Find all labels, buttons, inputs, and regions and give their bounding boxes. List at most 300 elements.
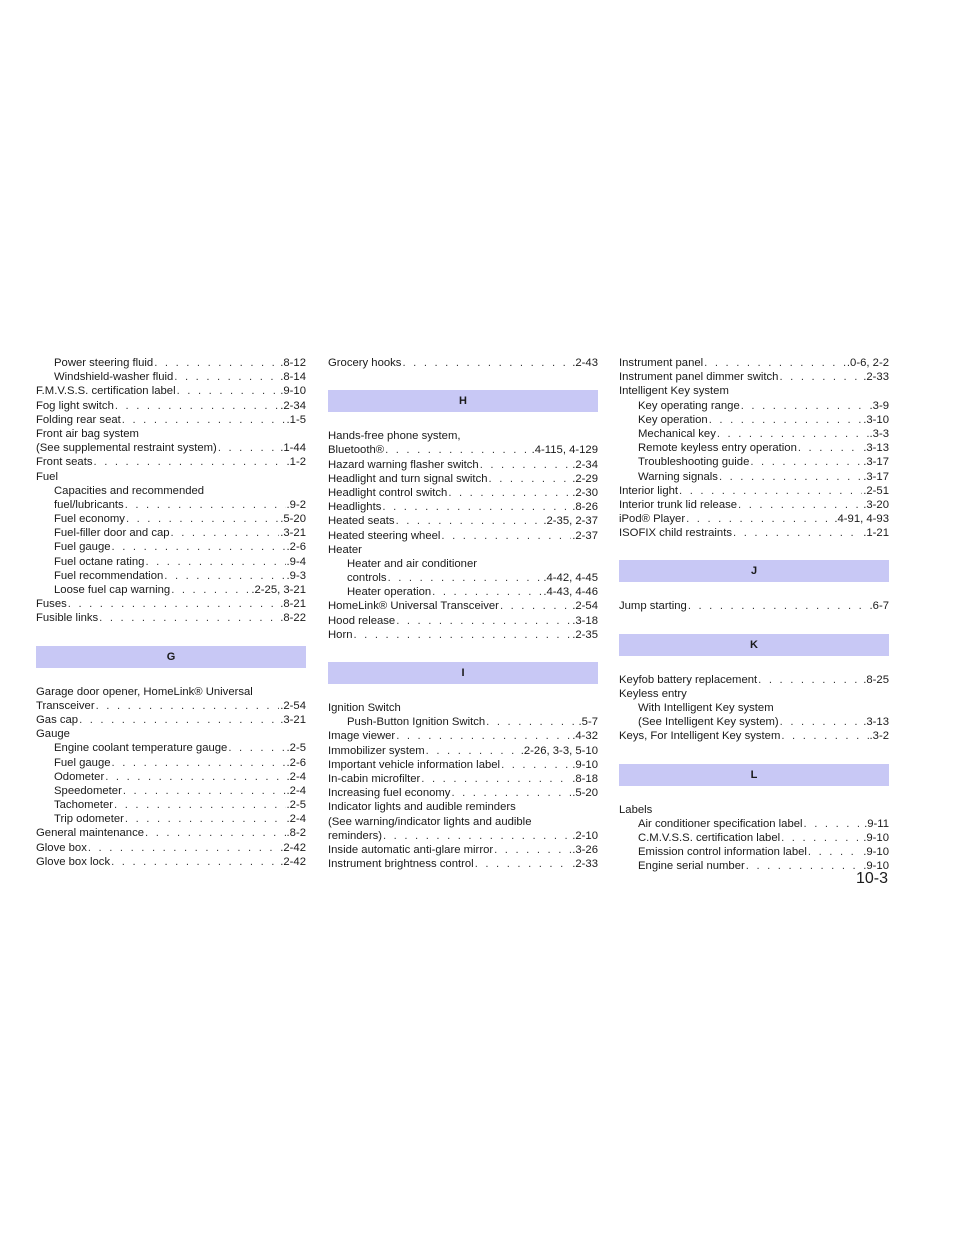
index-entry[interactable] <box>619 384 889 398</box>
index-entry[interactable] <box>328 843 598 857</box>
index-entry-text: Folding rear seat <box>36 413 121 426</box>
index-entry[interactable] <box>619 498 889 512</box>
index-entry-page: .1-44 <box>280 442 306 455</box>
index-entry[interactable] <box>328 857 598 871</box>
index-entry[interactable] <box>36 441 306 455</box>
index-entry-page: .1-5 <box>286 413 306 426</box>
dot-leader <box>112 540 286 554</box>
section-spacer <box>328 412 598 429</box>
index-entry-text: Instrument brightness control <box>328 858 474 871</box>
index-entry-page: .9-2 <box>286 498 306 511</box>
dot-leader <box>489 472 572 486</box>
index-entry-text: Important vehicle information label <box>328 758 501 771</box>
index-entry-text: Increasing fuel economy <box>328 787 451 800</box>
index-entry[interactable] <box>619 803 889 817</box>
section-spacer <box>619 540 889 560</box>
index-entry-text: (See warning/indicator lights and audible <box>328 815 532 828</box>
index-entry-page: .3-13 <box>863 716 889 729</box>
dot-leader <box>758 673 862 687</box>
index-entry[interactable] <box>328 585 598 599</box>
dot-leader <box>68 597 279 611</box>
index-entry[interactable] <box>328 356 598 370</box>
index-entry-page: .8-18 <box>572 772 598 785</box>
index-entry-page: .2-33 <box>863 371 889 384</box>
index-entry-text: Heated steering wheel <box>328 529 441 542</box>
index-entry-text: Grocery hooks <box>328 357 402 369</box>
index-entry[interactable] <box>36 812 306 826</box>
index-entry-page: .2-33 <box>572 858 598 871</box>
index-entry-text: Indicator lights and audible reminders <box>328 801 516 814</box>
index-entry-page: .2-34 <box>572 458 598 471</box>
index-entry[interactable] <box>328 599 598 613</box>
index-entry-page: .2-37 <box>572 529 598 542</box>
index-entry-text: Bluetooth® <box>328 444 385 457</box>
dot-leader <box>738 498 862 512</box>
index-entry-page: .2-6 <box>286 541 306 554</box>
dot-leader <box>781 729 868 743</box>
index-entry[interactable] <box>328 815 598 829</box>
index-entry[interactable] <box>36 770 306 784</box>
index-entry[interactable] <box>328 571 598 585</box>
dot-leader <box>112 756 286 770</box>
index-entry[interactable] <box>619 715 889 729</box>
dot-leader <box>686 512 833 526</box>
dot-leader <box>96 699 280 713</box>
section-header-l: L <box>619 764 889 786</box>
index-entry-page: .8-2 <box>286 827 306 840</box>
index-entry-text: Fuses <box>36 598 67 611</box>
index-entry-page: .5-7 <box>578 716 598 729</box>
dot-leader <box>704 356 846 370</box>
index-entry-page: .1-21 <box>863 527 889 540</box>
index-entry-text: Speedometer <box>54 784 122 797</box>
index-entry[interactable] <box>328 500 598 514</box>
index-entry-page: .9-10 <box>863 831 889 844</box>
dot-leader <box>688 599 869 613</box>
index-entry[interactable] <box>619 831 889 845</box>
index-entry[interactable] <box>36 784 306 798</box>
index-entry-text: Key operation <box>638 413 708 426</box>
dot-leader <box>750 455 862 469</box>
dot-leader <box>122 413 286 427</box>
dot-leader <box>448 486 571 500</box>
index-entry-page: .3-20 <box>863 498 889 511</box>
index-entry-text: fuel/lubricants <box>54 498 124 511</box>
index-entry-page: .4-91, 4-93 <box>834 513 889 526</box>
index-entry-text: ISOFIX child restraints <box>619 527 733 540</box>
index-entry-text: reminders) <box>328 829 382 842</box>
index-entry[interactable] <box>36 611 306 625</box>
index-entry[interactable] <box>36 413 306 427</box>
dot-leader <box>79 713 279 727</box>
index-entry-text: Glove box <box>36 841 87 854</box>
index-entry[interactable] <box>619 599 889 613</box>
index-entry[interactable] <box>619 701 889 715</box>
index-entry-page: .2-54 <box>572 600 598 613</box>
index-entry-text: Tachometer <box>54 799 114 812</box>
dot-leader <box>388 571 543 585</box>
dot-leader <box>719 470 862 484</box>
section-header-k: K <box>619 634 889 656</box>
index-entry-page: .2-34 <box>280 399 306 412</box>
index-entry-text: controls <box>347 572 387 585</box>
index-entry-text: Headlight control switch <box>328 486 448 499</box>
index-entry-page: .2-42 <box>280 855 306 868</box>
index-entry-text: Front seats <box>36 456 93 469</box>
index-entry[interactable] <box>36 470 306 484</box>
section-header-g: G <box>36 646 306 668</box>
index-entry-page: .2-35, 2-37 <box>543 515 598 528</box>
index-entry[interactable] <box>36 455 306 469</box>
index-entry-text: Warning signals <box>638 470 718 483</box>
index-entry-text: Front air bag system <box>36 427 139 440</box>
index-entry-text: Instrument panel <box>619 357 704 369</box>
index-entry-text: In-cabin microfilter <box>328 772 421 785</box>
index-entry-page: .9-10 <box>863 860 889 873</box>
section-spacer <box>619 656 889 673</box>
index-entry[interactable] <box>619 356 889 370</box>
index-entry-text: Fuel recommendation <box>54 569 164 582</box>
dot-leader <box>383 829 571 843</box>
index-entry-text: Heated seats <box>328 515 395 528</box>
index-entry-page: .2-10 <box>572 829 598 842</box>
dot-leader <box>177 384 280 398</box>
index-entry-page: .2-5 <box>286 742 306 755</box>
index-entry-page: .3-2 <box>869 730 889 743</box>
index-entry-text: Instrument panel dimmer switch <box>619 371 779 384</box>
index-entry-text: Fuel-filler door and cap <box>54 527 170 540</box>
index-entry[interactable] <box>36 826 306 840</box>
index-entry[interactable] <box>619 441 889 455</box>
index-entry-text: Fuel gauge <box>54 756 111 769</box>
index-entry-text: Keyfob battery replacement <box>619 673 758 686</box>
index-entry[interactable] <box>328 557 598 571</box>
section-spacer <box>619 744 889 764</box>
index-entry-page: .9-4 <box>286 555 306 568</box>
index-entry-page: .8-22 <box>280 612 306 625</box>
index-entry[interactable] <box>328 744 598 758</box>
index-entry[interactable] <box>328 486 598 500</box>
index-entry[interactable] <box>36 356 306 370</box>
index-entry-page: .2-35 <box>572 628 598 641</box>
index-entry[interactable] <box>36 699 306 713</box>
index-entry-text: iPod® Player <box>619 513 686 526</box>
index-entry-page: .3-17 <box>863 470 889 483</box>
index-entry[interactable] <box>36 569 306 583</box>
index-entry[interactable] <box>328 786 598 800</box>
section-spacer <box>619 614 889 634</box>
index-entry-text: Ignition Switch <box>328 702 401 714</box>
index-entry[interactable] <box>619 859 889 873</box>
dot-leader <box>123 784 286 798</box>
index-column-1 <box>36 356 306 869</box>
section-header-i: I <box>328 662 598 684</box>
dot-leader <box>486 715 577 729</box>
dot-leader <box>432 585 542 599</box>
index-entry[interactable] <box>36 555 306 569</box>
section-spacer <box>36 626 306 646</box>
index-entry[interactable] <box>328 829 598 843</box>
index-entry-text: Inside automatic anti-glare mirror <box>328 843 494 856</box>
index-entry[interactable] <box>619 455 889 469</box>
index-entry[interactable] <box>36 512 306 526</box>
index-entry-page: .3-17 <box>863 456 889 469</box>
index-entry-text: Trip odometer <box>54 813 124 826</box>
index-entry-text: Fuel octane rating <box>54 555 145 568</box>
dot-leader <box>228 741 285 755</box>
index-entry-page: .9-3 <box>286 569 306 582</box>
index-entry[interactable] <box>36 798 306 812</box>
index-entry-text: (See Intelligent Key system) <box>638 716 779 729</box>
index-entry[interactable] <box>619 673 889 687</box>
index-entry-page: .8-14 <box>280 371 306 384</box>
dot-leader <box>382 500 571 514</box>
dot-leader <box>500 599 571 613</box>
index-entry[interactable] <box>36 841 306 855</box>
index-entry-text: F.M.V.S.S. certification label <box>36 385 176 398</box>
index-entry-page: .9-11 <box>864 817 889 830</box>
dot-leader <box>679 484 862 498</box>
index-entry-page: .9-10 <box>863 846 889 859</box>
section-spacer <box>328 370 598 390</box>
index-entry-text: Troubleshooting guide <box>638 456 750 469</box>
dot-leader <box>125 812 286 826</box>
dot-leader <box>441 529 571 543</box>
dot-leader <box>396 729 571 743</box>
dot-leader <box>88 841 279 855</box>
dot-leader <box>145 555 285 569</box>
index-entry[interactable] <box>36 427 306 441</box>
dot-leader <box>808 845 862 859</box>
index-entry-text: Fuel gauge <box>54 541 111 554</box>
index-entry[interactable] <box>619 687 889 701</box>
index-entry[interactable] <box>328 701 598 715</box>
dot-leader <box>105 770 285 784</box>
index-entry[interactable] <box>36 370 306 384</box>
index-entry-page: .9-10 <box>280 385 306 398</box>
index-entry-text: Push-Button Ignition Switch <box>347 716 486 729</box>
section-spacer <box>619 582 889 599</box>
page-number: 10-3 <box>855 870 888 887</box>
section-spacer <box>328 642 598 662</box>
index-entry-text: Interior light <box>619 484 679 497</box>
index-entry-page: .4-43, 4-46 <box>543 586 598 599</box>
dot-leader <box>354 628 572 642</box>
dot-leader <box>781 831 862 845</box>
dot-leader <box>741 399 869 413</box>
dot-leader <box>396 614 571 628</box>
dot-leader <box>494 843 571 857</box>
index-entry-text: HomeLink® Universal Transceiver <box>328 600 499 613</box>
dot-leader <box>94 455 286 469</box>
index-entry[interactable] <box>619 427 889 441</box>
index-entry-text: Windshield-washer fluid <box>54 371 174 384</box>
dot-leader <box>402 356 571 370</box>
dot-leader <box>451 786 571 800</box>
index-entry[interactable] <box>328 729 598 743</box>
index-entry-text: Headlight and turn signal switch <box>328 472 488 485</box>
dot-leader <box>804 817 864 831</box>
dot-leader <box>171 583 250 597</box>
index-entry-page: .2-5 <box>286 799 306 812</box>
index-entry-text: Immobilizer system <box>328 744 425 757</box>
index-entry[interactable] <box>619 729 889 743</box>
index-entry-text: Fuel economy <box>54 513 125 526</box>
index-entry-text: Jump starting <box>619 600 687 613</box>
index-entry-text: Power steering fluid <box>54 357 154 369</box>
index-entry-text: Headlights <box>328 501 382 514</box>
index-entry[interactable] <box>619 526 889 540</box>
dot-leader <box>780 715 863 729</box>
index-entry[interactable] <box>328 800 598 814</box>
dot-leader <box>385 443 531 457</box>
dot-leader <box>115 399 279 413</box>
index-entry-page: .4-42, 4-45 <box>543 572 598 585</box>
index-entry[interactable] <box>36 498 306 512</box>
index-entry-text: Key operating range <box>638 399 740 412</box>
index-entry-text: Garage door opener, HomeLink® Universal <box>36 685 253 698</box>
index-entry-text: Engine serial number <box>638 860 745 873</box>
index-entry-text: Heater operation <box>347 586 432 599</box>
index-entry-page: .8-21 <box>280 598 306 611</box>
dot-leader <box>480 458 572 472</box>
index-entry[interactable] <box>328 472 598 486</box>
dot-leader <box>798 441 862 455</box>
index-entry[interactable] <box>36 741 306 755</box>
dot-leader <box>779 370 862 384</box>
index-entry-page: .9-10 <box>572 758 598 771</box>
dot-leader <box>709 413 863 427</box>
index-entry[interactable] <box>328 715 598 729</box>
index-entry-text: C.M.V.S.S. certification label <box>638 831 781 844</box>
index-entry-page: .8-26 <box>572 501 598 514</box>
index-entry-page: .3-21 <box>280 527 306 540</box>
index-entry[interactable] <box>36 484 306 498</box>
index-entry[interactable] <box>36 597 306 611</box>
index-entry[interactable] <box>36 540 306 554</box>
dot-leader <box>164 569 285 583</box>
index-entry-text: Engine coolant temperature gauge <box>54 742 228 755</box>
dot-leader <box>501 758 571 772</box>
index-entry[interactable] <box>36 756 306 770</box>
index-entry-text: Hands-free phone system, <box>328 430 461 443</box>
section-spacer <box>328 684 598 701</box>
dot-leader <box>145 826 286 840</box>
index-entry-text: Fog light switch <box>36 399 114 412</box>
dot-leader <box>475 857 572 871</box>
dot-leader <box>218 441 279 455</box>
index-entry-page: .8-25 <box>863 673 889 686</box>
index-entry-text: Hood release <box>328 614 396 627</box>
index-entry[interactable] <box>36 384 306 398</box>
index-entry-text: Remote keyless entry operation <box>638 442 797 455</box>
index-entry[interactable] <box>36 399 306 413</box>
index-entry[interactable] <box>36 526 306 540</box>
index-entry[interactable] <box>328 529 598 543</box>
index-entry-page: .5-20 <box>280 513 306 526</box>
index-entry-page: .4-32 <box>572 730 598 743</box>
index-entry[interactable] <box>619 370 889 384</box>
dot-leader <box>421 772 571 786</box>
dot-leader <box>396 514 543 528</box>
index-entry[interactable] <box>328 443 598 457</box>
dot-leader <box>114 798 286 812</box>
dot-leader <box>171 526 280 540</box>
index-entry-text: Fuel <box>36 470 58 483</box>
index-entry-text: Mechanical key <box>638 427 716 440</box>
index-entry[interactable] <box>328 772 598 786</box>
index-entry[interactable] <box>328 628 598 642</box>
index-entry[interactable] <box>328 514 598 528</box>
index-entry-page: .3-13 <box>863 442 889 455</box>
index-entry-page: .2-29 <box>572 472 598 485</box>
index-entry[interactable] <box>328 429 598 443</box>
index-entry[interactable] <box>328 543 598 557</box>
index-entry[interactable] <box>619 845 889 859</box>
dot-leader <box>733 526 862 540</box>
index-entry-text: Heater and air conditioner <box>347 557 477 570</box>
index-entry[interactable] <box>36 713 306 727</box>
index-entry-page: .6-7 <box>869 600 889 613</box>
index-entry[interactable] <box>36 685 306 699</box>
index-entry-text: With Intelligent Key system <box>638 702 774 714</box>
index-entry[interactable] <box>619 413 889 427</box>
index-entry[interactable] <box>328 758 598 772</box>
section-spacer <box>619 786 889 803</box>
index-entry-page: .2-25, 3-21 <box>251 584 306 596</box>
index-entry-page: .5-20 <box>572 787 598 800</box>
index-entry[interactable] <box>328 614 598 628</box>
index-entry-page: .3-21 <box>280 713 306 726</box>
index-entry[interactable] <box>619 484 889 498</box>
index-entry-text: Air conditioner specification label <box>638 817 803 830</box>
index-entry-page: .2-43 <box>572 357 598 369</box>
dot-leader <box>426 744 520 758</box>
index-entry-text: Labels <box>619 803 653 816</box>
index-entry-text: Transceiver <box>36 699 95 712</box>
index-entry[interactable] <box>36 855 306 869</box>
index-entry-page: .2-54 <box>280 699 306 712</box>
index-entry-text: General maintenance <box>36 827 145 840</box>
index-entry[interactable] <box>619 512 889 526</box>
index-entry-text: Keyless entry <box>619 687 687 700</box>
index-entry-text: Gas cap <box>36 713 79 726</box>
index-entry-text: Horn <box>328 628 353 641</box>
index-entry-page: .1-2 <box>286 456 306 469</box>
section-spacer <box>36 668 306 685</box>
index-entry-text: Glove box lock <box>36 855 111 868</box>
index-entry[interactable] <box>36 583 306 597</box>
dot-leader <box>746 859 862 873</box>
index-entry[interactable] <box>619 399 889 413</box>
index-entry[interactable] <box>619 470 889 484</box>
index-entry-page: .2-4 <box>286 784 306 797</box>
index-entry-page: .3-18 <box>572 614 598 627</box>
index-entry-page: .3-26 <box>572 843 598 856</box>
index-entry-text: Odometer <box>54 770 105 783</box>
section-header-h: H <box>328 390 598 412</box>
index-entry-text: Emission control information label <box>638 846 807 859</box>
index-entry-text: Intelligent Key system <box>619 385 729 398</box>
index-entry[interactable] <box>328 458 598 472</box>
dot-leader <box>154 356 279 370</box>
index-entry[interactable] <box>619 817 889 831</box>
index-entry-page: .2-51 <box>863 484 889 497</box>
index-entry-text: Gauge <box>36 728 70 741</box>
index-entry[interactable] <box>36 727 306 741</box>
index-entry-text: Hazard warning flasher switch <box>328 458 479 471</box>
index-entry-page: .2-4 <box>286 813 306 826</box>
